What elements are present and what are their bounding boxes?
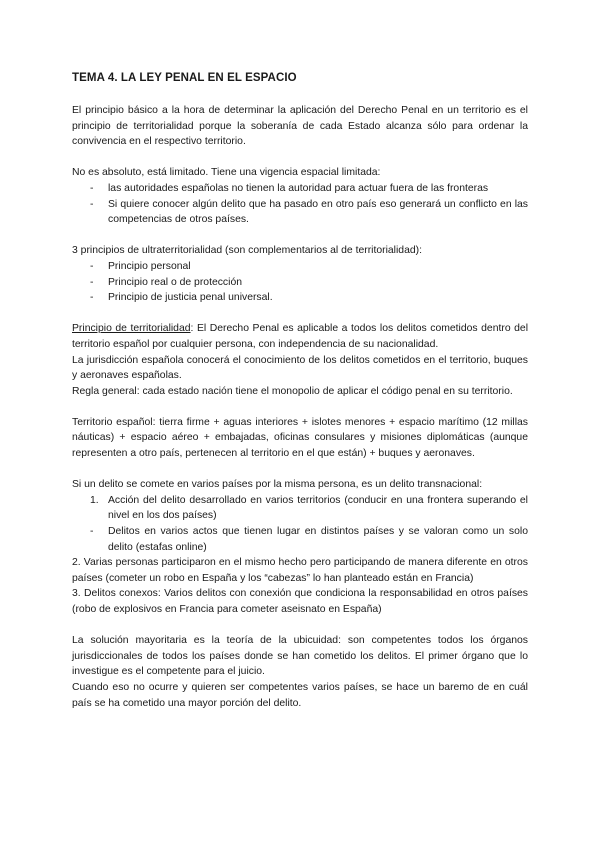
list-item: - Principio personal [72,259,528,275]
spanish-territory-paragraph: Territorio español: tierra firme + aguas interiores + islotes menores + espacio marítimo (12 millas náuticas) + espacio aéreo + embajadas, oficinas consulares y misiones diplomáticas (aunque representen a otro país, pertenecen al territorio en el que están) + buques y aeronaves. [72,416,528,460]
transnational-paragraph: Si un delito se comete en varios países por la misma persona, es un delito transnacional: [72,479,483,491]
list-item [72,493,528,524]
document-body [72,70,528,711]
list-marker: - [90,526,94,538]
list-item: - Principio real o de protección [72,275,528,291]
territoriality-definition: : El Derecho Penal es aplicable a todos los delitos cometidos dentro del territorio español por cualquier persona, con independencia de su nacionalidad. [72,323,528,350]
limited-paragraph: No es absoluto, está limitado. Tiene una vigencia espacial limitada: [72,167,381,179]
list-item [72,524,528,555]
ultraterritoriality-paragraph: 3 principios de ultraterritorialidad (son complementarios al de territorialidad): [72,245,422,257]
principles-list [72,259,528,306]
transnational-list [72,493,528,555]
list-item-text: Delitos en varios actos que tienen lugar en distintos países y se valoran como un solo delito (estafas online) [108,526,528,553]
territoriality-paragraph [72,321,528,352]
baremo-paragraph: Cuando eso no ocurre y quieren ser competentes varios países, se hace un baremo de en cuál país se ha cometido una mayor porción del delito. [72,681,528,709]
intro-paragraph: El principio básico a la hora de determinar la aplicación del Derecho Penal en un territorio es el principio de territorialidad porque la soberanía de cada Estado alcanza sólo para ordenar la convivencia en el respectivo territorio. [72,105,528,148]
ubiquity-paragraph: La solución mayoritaria es la teoría de la ubicuidad: son competentes todos los órganos jurisdiccionales de todos los países donde se han cometido los delitos. El primer órgano que lo investigue es el competente para el juicio. [72,635,528,678]
case-3-paragraph: 3. Delitos conexos: Varios delitos con conexión que condiciona la responsabilidad en otros países (robo de explosivos en Francia para cometer aseisnato en España) [72,588,528,615]
case-2-paragraph: 2. Varias personas participaron en el mismo hecho pero participando de manera diferente en otros países (cometer un robo en España y los “cabezas” lo han planteado están en Francia) [72,557,528,584]
list-item: - Si quiere conocer algún delito que ha pasado en otro país eso generará un conflicto en las competencias de otros países. [72,197,528,228]
limited-list [72,181,528,228]
general-rule-paragraph: Regla general: cada estado nación tiene el monopolio de aplicar el código penal en su territorio. [72,385,513,397]
territoriality-term: Principio de territorialidad [72,323,191,335]
list-item: - las autoridades españolas no tienen la autoridad para actuar fuera de las fronteras [72,181,528,197]
list-item: - Principio de justicia penal universal. [72,290,528,306]
list-item-text: Acción del delito desarrollado en varios territorios (conducir en una frontera superando el nivel en los dos países) [108,494,528,522]
list-marker: 1. [90,494,99,506]
jurisdiction-paragraph: La jurisdicción española conocerá el conocimiento de los delitos cometidos en el territorio, buques y aeronaves españolas. [72,354,528,382]
page-title: TEMA 4. LA LEY PENAL EN EL ESPACIO [72,72,297,84]
